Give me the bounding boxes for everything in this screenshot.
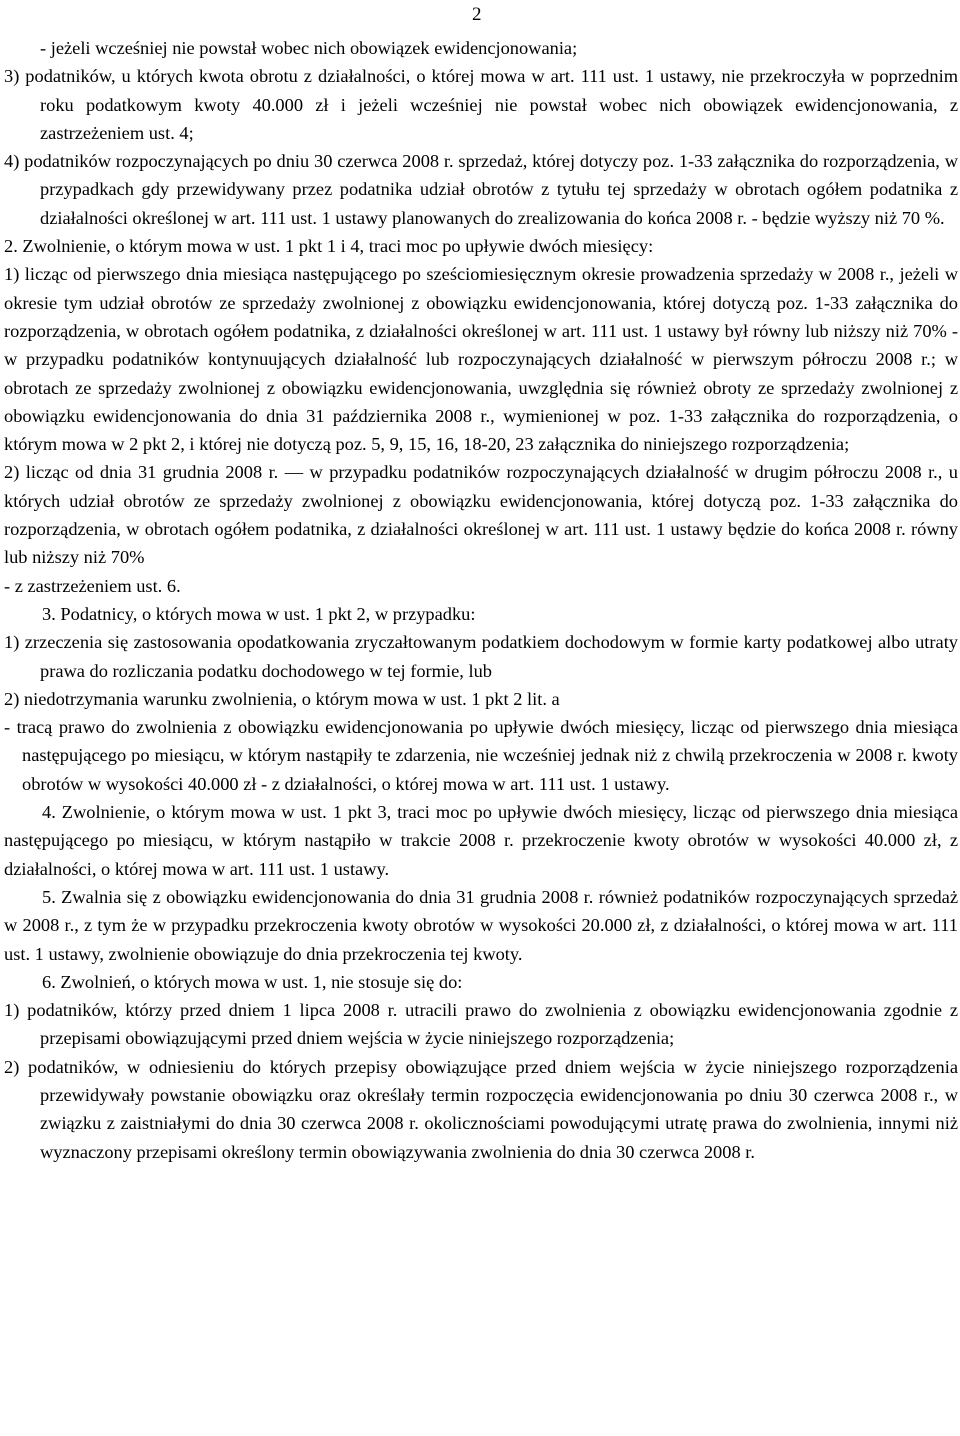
reservation-note: - z zastrzeżeniem ust. 6. [4, 575, 181, 596]
section-3-item-2: 2) niedotrzymania warunku zwolnienia, o którym mowa w ust. 1 pkt 2 lit. a [4, 688, 560, 709]
section-2-heading: 2. Zwolnienie, o którym mowa w ust. 1 pkt 1 i 4, traci moc po upływie dwóch miesięcy: [4, 236, 654, 257]
section-5: 5. Zwalnia się z obowiązku ewidencjonowania do dnia 31 grudnia 2008 r. również podatników rozpoczynających sprzedaż w 2008 r., z tym że w przypadku przekroczenia kwoty obrotów w wysokości 20.000 zł, z działalności, o której mowa w art. 111 ust. 1 ustawy, zwolnienie obowiązuje do dnia przekroczenia tej kwoty. [4, 886, 958, 964]
list-item-3: 3) podatników, u których kwota obrotu z działalności, o której mowa w art. 111 ust. 1 ustawy, nie przekroczyła w poprzednim roku podatkowym kwoty 40.000 zł i jeżeli wcześniej nie powstał wobec nich obowiązek ewidencjonowania, z zastrzeżeniem ust. 4; [4, 66, 958, 143]
document-body [4, 34, 958, 1166]
section-6-heading: 6. Zwolnień, o których mowa w ust. 1, nie stosuje się do: [42, 971, 463, 992]
section-3-item-1: 1) zrzeczenia się zastosowania opodatkowania zryczałtowanym podatkiem dochodowym w formie karty podatkowej albo utraty prawa do rozliczania podatku dochodowego w tej formie, lub [4, 632, 958, 681]
section-4: 4. Zwolnienie, o którym mowa w ust. 1 pkt 3, traci moc po upływie dwóch miesięcy, licząc od pierwszego dnia miesiąca następującego po miesiącu, w którym nastąpiło w trakcie 2008 r. przekroczenie kwoty obrotów w wysokości 40.000 zł, z działalności, o której mowa w art. 111 ust. 1 ustawy. [4, 802, 958, 879]
paragraph-continuation: - jeżeli wcześniej nie powstał wobec nich obowiązek ewidencjonowania; [40, 38, 578, 58]
list-item-4: 4) podatników rozpoczynających po dniu 30 czerwca 2008 r. sprzedaż, której dotyczy poz. 1-33 załącznika do rozporządzenia, w przypadkach gdy przewidywany przez podatnika udział obrotów z tytułu tej sprzedaży w obrotach ogółem podatnika z działalności określonej w art. 111 ust. 1 ustawy planowanych do zrealizowania do końca 2008 r. - będzie wyższy niż 70 %. [4, 151, 958, 228]
section-3-consequence: - tracą prawo do zwolnienia z obowiązku ewidencjonowania po upływie dwóch miesięcy, licząc od pierwszego dnia miesiąca następującego po miesiącu, w którym nastąpiły te zdarzenia, nie wcześniej jednak niż z chwilą przekroczenia w 2008 r. kwoty obrotów w wysokości 40.000 zł - z działalności, o której mowa w art. 111 ust. 1 ustawy. [4, 717, 958, 794]
section-2-item-1: 1) licząc od pierwszego dnia miesiąca następującego po sześciomiesięcznym okresie prowadzenia sprzedaży w 2008 r., jeżeli w okresie tym udział obrotów ze sprzedaży zwolnionej z obowiązku ewidencjonowania, której dotyczą poz. 1-33 załącznika do rozporządzenia, w obrotach ogółem podatnika, z działalności określonej w art. 111 ust. 1 ustawy był równy lub niższy niż 70% - w przypadku podatników kontynuujących działalność lub rozpoczynających działalność w pierwszym półroczu 2008 r.; w obrotach ze sprzedaży zwolnionej z obowiązku ewidencjonowania, uwzględnia się również obroty ze sprzedaży zwolnionej z obowiązku ewidencjonowania do dnia 31 października 2008 r., wymienionej w poz. 1-33 załącznika do rozporządzenia, o którym mowa w 2 pkt 2, i której nie dotyczą poz. 5, 9, 15, 16, 18-20, 23 załącznika do niniejszego rozporządzenia; [4, 264, 958, 455]
section-2-item-2: 2) licząc od dnia 31 grudnia 2008 r. — w przypadku podatników rozpoczynających działalność w drugim półroczu 2008 r., u których udział obrotów ze sprzedaży zwolnionej z obowiązku ewidencjonowania, której dotyczą poz. 1-33 załącznika do rozporządzenia, w obrotach ogółem podatnika, z działalności określonej w art. 111 ust. 1 ustawy będzie do końca 2008 r. równy lub niższy niż 70% [4, 462, 958, 568]
page-number: 2 [472, 4, 482, 25]
section-3-heading: 3. Podatnicy, o których mowa w ust. 1 pkt 2, w przypadku: [42, 603, 476, 624]
section-6-item-1: 1) podatników, którzy przed dniem 1 lipca 2008 r. utracili prawo do zwolnienia z obowiązku ewidencjonowania zgodnie z przepisami obowiązującymi przed dniem wejścia w życie niniejszego rozporządzenia; [4, 1000, 958, 1049]
section-6-item-2: 2) podatników, w odniesieniu do których przepisy obowiązujące przed dniem wejścia w życie niniejszego rozporządzenia przewidywały powstanie obowiązku oraz określały termin rozpoczęcia ewidencjonowania po dniu 30 czerwca 2008 r., w związku z zaistniałymi do dnia 30 czerwca 2008 r. okolicznościami powodującymi utratę prawa do zwolnienia, innymi niż wyznaczony przepisami określony termin obowiązywania zwolnienia do dnia 30 czerwca 2008 r. [4, 1056, 958, 1162]
